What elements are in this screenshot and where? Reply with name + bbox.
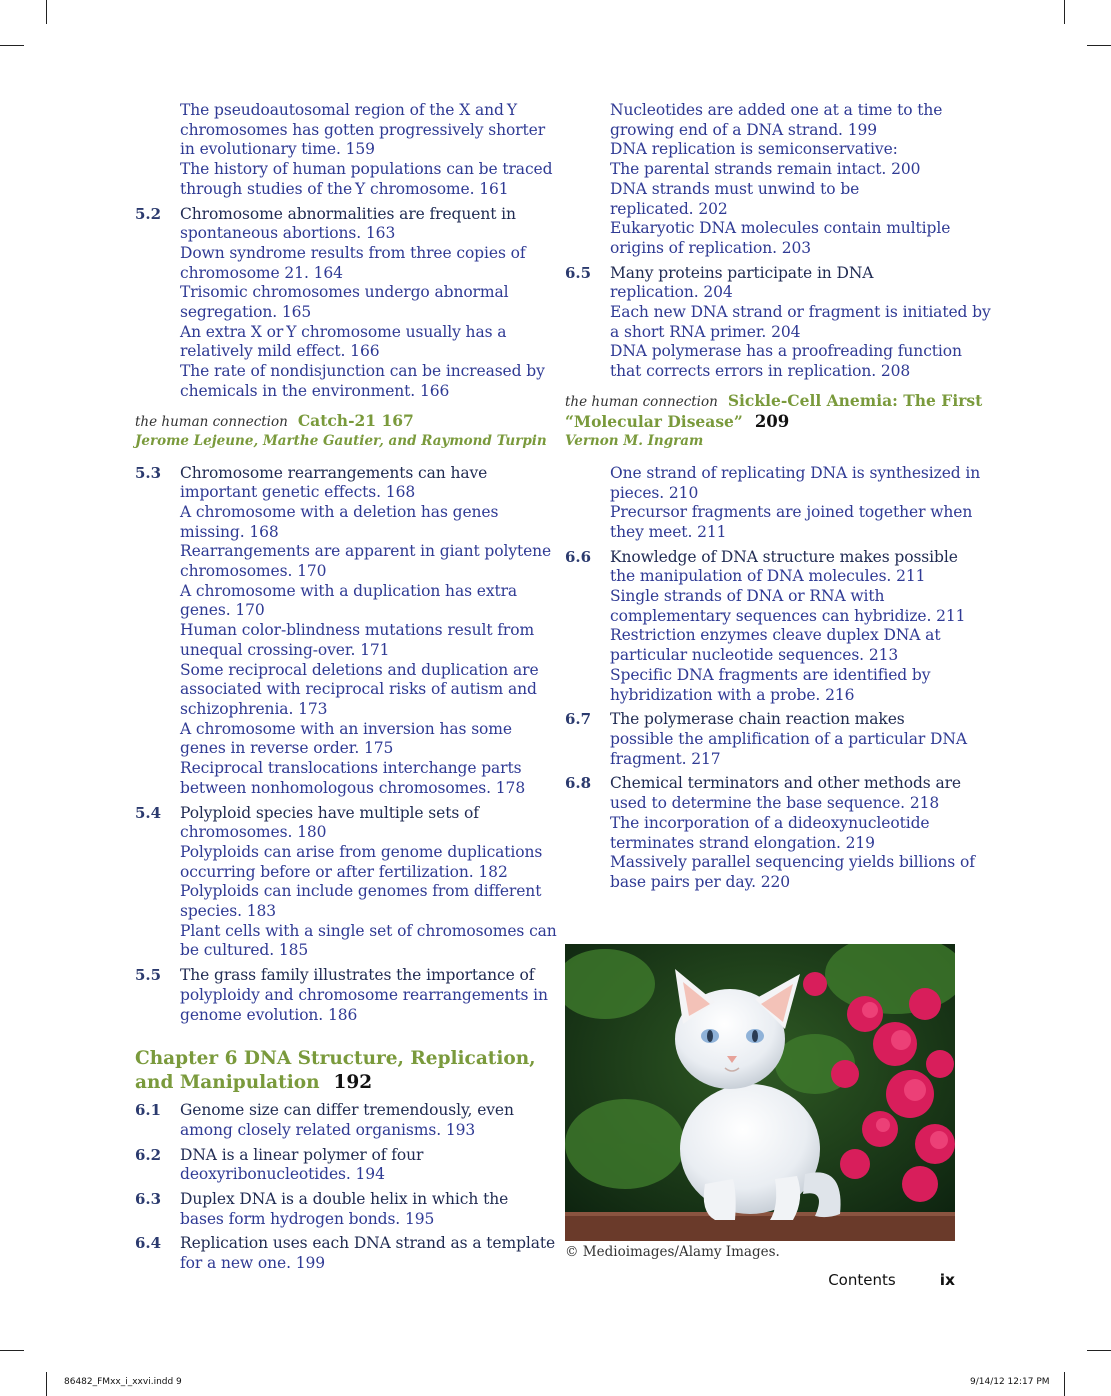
toc-line[interactable]: Each new DNA strand or fragment is initiated by [610,303,991,322]
contents-left-column [135,101,557,1279]
toc-entry-lines [610,264,991,382]
toc-line[interactable]: Chromosome abnormalities are frequent in [180,204,516,223]
toc-line[interactable]: in evolutionary time. 159 [180,140,375,159]
toc-entry-lines [180,205,545,402]
toc-line[interactable]: genes in reverse order. 175 [180,739,394,758]
toc-line[interactable]: Specific DNA fragments are identified by [610,665,931,684]
toc-section-number [565,464,610,543]
human-connection-page: 209 [754,411,790,431]
toc-line[interactable]: Down syndrome results from three copies of [180,243,526,262]
human-connection-feature [135,410,547,450]
crop-mark [1064,1372,1065,1396]
toc-entry [565,710,967,769]
toc-section-number: 5.2 [135,204,162,223]
toc-section-number: 6.2 [135,1145,162,1164]
toc-line[interactable]: The polymerase chain reaction makes [610,710,905,729]
toc-section-number: 5.3 [135,463,162,482]
human-connection-tag: the human connection [565,393,718,410]
toc-line[interactable]: The rate of nondisjunction can be increased by [180,362,545,381]
toc-entry-lines [180,1101,525,1140]
toc-line[interactable]: Chromosome rearrangements can have [180,463,488,482]
toc-line[interactable]: replication. 204 [610,283,733,302]
toc-line[interactable]: Genome size can differ tremendously, even [180,1101,514,1120]
toc-entry [135,803,557,962]
toc-line[interactable]: The history of human populations can be traced [180,160,553,179]
chapter-title-line[interactable] [135,1071,525,1095]
toc-entry-lines [180,464,551,799]
footer-page-number: ix [939,1271,955,1289]
toc-line[interactable]: segregation. 165 [180,303,312,322]
toc-section-number: 6.4 [135,1234,162,1253]
toc-line[interactable]: Nucleotides are added one at a time to the [610,101,943,119]
toc-line[interactable]: Single strands of DNA or RNA with [610,587,885,606]
toc-entry [565,263,991,382]
toc-line[interactable]: spontaneous abortions. 163 [180,224,396,243]
toc-line[interactable]: chromosomes. 170 [180,562,327,581]
chapter-page-number: 192 [333,1072,373,1094]
toc-line[interactable]: bases form hydrogen bonds. 195 [180,1209,435,1228]
toc-line[interactable]: that corrects errors in replication. 208 [610,362,911,381]
chapter-title-text: and Manipulation [135,1072,320,1094]
toc-section-number: 5.5 [135,966,162,985]
toc-entry [565,463,981,543]
toc-line[interactable]: The pseudoautosomal region of the X and Y [180,101,517,119]
toc-line[interactable]: DNA strands must unwind to be [610,179,860,198]
toc-entry [135,101,553,200]
toc-entry [565,547,966,706]
toc-line[interactable]: relatively mild effect. 166 [180,342,380,361]
human-connection-line [135,411,525,432]
toc-line[interactable]: terminates strand elongation. 219 [610,833,875,852]
crop-mark [1087,1350,1111,1351]
toc-line[interactable]: Some reciprocal deletions and duplication are [180,660,539,679]
toc-section-number: 6.7 [565,710,592,729]
crop-mark [46,1372,47,1396]
toc-entry-lines [180,101,552,200]
human-connection-title[interactable]: Sickle-Cell Anemia: The First [727,390,983,410]
toc-line[interactable]: Eukaryotic DNA molecules contain multiple [610,219,951,238]
toc-line[interactable]: Chemical terminators and other methods are [610,774,961,793]
toc-section-number: 6.6 [565,547,592,566]
toc-entry-lines [610,710,967,769]
human-connection-title[interactable]: Catch-21 167 [297,410,414,430]
toc-line[interactable]: Replication uses each DNA strand as a template [180,1234,556,1253]
toc-line[interactable]: chemicals in the environment. 166 [180,381,450,400]
human-connection-line [565,390,983,412]
toc-entry [135,1234,556,1273]
toc-entry-lines [610,101,960,259]
toc-entry [135,1101,525,1140]
toc-line[interactable]: species. 183 [180,902,277,921]
toc-line[interactable]: through studies of the Y chromosome. 161 [180,179,509,198]
slug-timestamp: 9/14/12 12:17 PM [970,1377,1050,1387]
toc-entry [565,774,975,892]
toc-line[interactable]: chromosomes. 180 [180,823,327,842]
toc-line[interactable]: deoxyribonucleotides. 194 [180,1165,385,1184]
toc-section-number: 5.4 [135,803,162,822]
toc-line[interactable]: growing end of a DNA strand. 199 [610,120,877,139]
white-kitten-photo [565,944,955,1241]
toc-section-number [135,101,180,200]
toc-line[interactable]: genome evolution. 186 [180,1005,358,1024]
toc-line[interactable]: pieces. 210 [610,483,699,502]
toc-line[interactable]: Restriction enzymes cleave duplex DNA at [610,626,941,645]
crop-mark [0,45,24,46]
crop-mark [1064,0,1065,24]
toc-line[interactable]: among closely related organisms. 193 [180,1120,476,1139]
toc-line[interactable]: particular nucleotide sequences. 213 [610,646,899,665]
human-connection-title[interactable]: “Molecular Disease” [565,411,743,431]
toc-line[interactable]: unequal crossing-over. 171 [180,640,390,659]
toc-entry [135,204,545,402]
toc-entry [135,1146,525,1185]
toc-section-number: 6.1 [135,1101,162,1120]
page-footer [800,1271,955,1289]
toc-line[interactable]: polyploidy and chromosome rearrangements in [180,985,548,1004]
toc-line[interactable]: chromosome 21. 164 [180,263,343,282]
toc-section-number: 6.8 [565,774,592,793]
toc-line[interactable]: hybridization with a probe. 216 [610,685,855,704]
toc-line[interactable]: Many proteins participate in DNA [610,263,874,282]
chapter-heading [135,1047,536,1095]
toc-line[interactable]: Polyploid species have multiple sets of [180,803,479,822]
toc-line[interactable]: DNA replication is semiconservative: [610,140,898,159]
toc-line[interactable]: The parental strands remain intact. 200 [610,160,921,179]
toc-line[interactable]: The incorporation of a dideoxynucleotide [610,813,930,832]
toc-entry-lines [610,774,975,892]
toc-line[interactable]: Human color-blindness mutations result from [180,621,535,640]
toc-line[interactable]: schizophrenia. 173 [180,699,328,718]
toc-section-number: 6.5 [565,263,592,282]
toc-line[interactable]: Polyploids can include genomes from different [180,882,542,901]
toc-line[interactable]: for a new one. 199 [180,1254,326,1273]
toc-line[interactable]: base pairs per day. 220 [610,872,791,891]
toc-line[interactable]: chromosomes has gotten progressively shorter [180,120,546,139]
toc-line[interactable]: be cultured. 185 [180,941,309,960]
toc-entry-lines [180,1190,525,1229]
toc-entry [135,966,548,1025]
toc-entry-lines [180,1234,555,1273]
toc-entry [565,101,960,259]
toc-line[interactable]: missing. 168 [180,522,279,541]
toc-line[interactable]: associated with reciprocal risks of autism and [180,680,537,699]
toc-line[interactable]: Trisomic chromosomes undergo abnormal [180,283,509,302]
toc-line[interactable]: A chromosome with an inversion has some [180,719,512,738]
crop-mark [0,1350,24,1351]
toc-entry [135,1190,525,1229]
toc-line[interactable]: The grass family illustrates the importance of [180,966,535,985]
toc-line[interactable]: DNA is a linear polymer of four [180,1145,424,1164]
human-connection-feature [565,390,983,450]
toc-section-number [565,101,610,259]
toc-line[interactable]: the manipulation of DNA molecules. 211 [610,567,926,586]
crop-mark [46,0,47,24]
toc-line[interactable]: occurring before or after fertilization. 182 [180,862,508,881]
human-connection-line [565,412,960,432]
toc-line[interactable]: possible the amplification of a particular DNA [610,729,967,748]
toc-line[interactable]: One strand of replicating DNA is synthesized in [610,463,981,482]
toc-entry-lines [180,1146,525,1185]
photo-credit: © Medioimages/Alamy Images. [565,1244,780,1260]
toc-line[interactable]: used to determine the base sequence. 218 [610,794,940,813]
toc-line[interactable]: A chromosome with a deletion has genes [180,502,499,521]
contents-right-column [565,101,991,898]
toc-line[interactable]: Duplex DNA is a double helix in which the [180,1190,509,1209]
toc-line[interactable]: Polyploids can arise from genome duplications [180,842,543,861]
toc-line[interactable]: important genetic effects. 168 [180,483,416,502]
slug-filename: 86482_FMxx_i_xxvi.indd 9 [64,1377,182,1387]
toc-line[interactable]: complementary sequences can hybridize. 211 [610,606,966,625]
human-connection-tag: the human connection [135,413,288,430]
toc-line[interactable]: Knowledge of DNA structure makes possible [610,547,958,566]
toc-line[interactable]: replicated. 202 [610,199,728,218]
toc-line[interactable]: genes. 170 [180,601,265,620]
toc-line[interactable]: Reciprocal translocations interchange parts [180,759,522,778]
toc-entry-lines [610,548,965,706]
toc-line[interactable]: A chromosome with a duplication has extra [180,581,518,600]
human-connection-authors: Jerome Lejeune, Marthe Gautier, and Raymond Turpin [135,432,547,449]
toc-line[interactable]: origins of replication. 203 [610,238,812,257]
footer-section-label: Contents [828,1271,896,1289]
toc-section-number: 6.3 [135,1190,162,1209]
human-connection-authors: Vernon M. Ingram [565,432,704,449]
toc-line[interactable]: Rearrangements are apparent in giant polytene [180,542,552,561]
toc-line[interactable]: they meet. 211 [610,522,727,541]
crop-mark [1087,45,1111,46]
toc-line[interactable]: a short RNA primer. 204 [610,322,801,341]
toc-line[interactable]: Plant cells with a single set of chromosomes can [180,921,557,940]
toc-line[interactable]: fragment. 217 [610,749,721,768]
toc-line[interactable]: between nonhomologous chromosomes. 178 [180,778,526,797]
toc-entry-lines [180,804,557,962]
toc-entry [135,463,552,799]
chapter-title-line[interactable] [135,1047,536,1071]
chapter-title-text: Chapter 6 DNA Structure, Replication, [135,1048,536,1070]
toc-line[interactable]: DNA polymerase has a proofreading function [610,342,962,361]
toc-entry-lines [610,464,980,543]
toc-line[interactable]: Massively parallel sequencing yields billions of [610,853,975,872]
toc-line[interactable]: An extra X or Y chromosome usually has a [180,322,507,341]
toc-entry-lines [180,966,548,1025]
toc-line[interactable]: Precursor fragments are joined together when [610,503,973,522]
